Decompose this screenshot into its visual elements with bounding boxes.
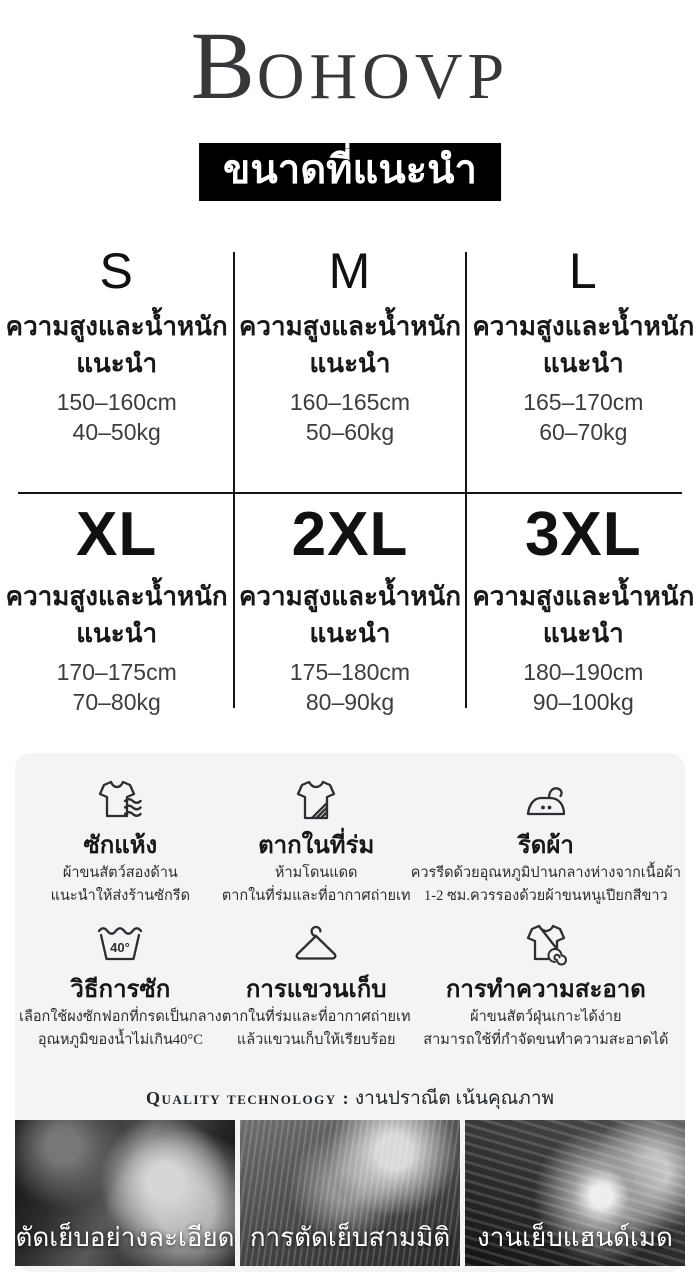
size-label-line1: ความสูงและน้ำหนัก bbox=[472, 582, 695, 611]
size-weight: 80–90kg bbox=[305, 689, 395, 715]
care-item-dry-clean bbox=[19, 777, 222, 907]
size-height: 175–180cm bbox=[289, 659, 411, 685]
tshirt-lint-icon bbox=[411, 921, 681, 971]
care-title: การแขวนเก็บ bbox=[245, 977, 387, 1003]
care-desc-line2: สามารถใช้ที่กำจัดขนทำความสะอาดได้ bbox=[423, 1031, 669, 1048]
size-code: 3XL bbox=[524, 500, 642, 569]
craft-photos-row bbox=[15, 1120, 685, 1266]
care-grid bbox=[15, 753, 685, 1051]
tshirt-wash-icon bbox=[19, 777, 222, 827]
tshirt-shade-icon bbox=[222, 777, 411, 827]
care-desc-line2: แล้วแขวนเก็บให้เรียบร้อย bbox=[236, 1031, 396, 1048]
wash-temp-label: 40° bbox=[110, 940, 131, 955]
size-label-line1: ความสูงและน้ำหนัก bbox=[5, 312, 228, 341]
care-desc-line1: ตากในที่ร่มและที่อากาศถ่ายเท bbox=[221, 1009, 411, 1025]
size-cell-l bbox=[467, 242, 700, 492]
size-label-line2: แนะนำ bbox=[76, 619, 158, 648]
grid-divider-horizontal bbox=[18, 492, 682, 494]
size-weight: 90–100kg bbox=[532, 689, 634, 715]
care-item-cleaning bbox=[411, 921, 681, 1051]
size-label-line2: แนะนำ bbox=[309, 349, 391, 378]
size-label-line1: ความสูงและน้ำหนัก bbox=[239, 582, 461, 611]
size-code: L bbox=[568, 243, 598, 299]
size-label-line1: ความสูงและน้ำหนัก bbox=[472, 312, 695, 341]
size-cell-2xl bbox=[233, 500, 466, 728]
size-label-line2: แนะนำ bbox=[542, 619, 624, 648]
size-grid-row-1 bbox=[0, 242, 700, 492]
size-weight: 50–60kg bbox=[305, 419, 395, 445]
photo-caption: งานเย็บแฮนด์เมด bbox=[477, 1223, 673, 1252]
size-cell-xl bbox=[0, 500, 233, 728]
size-code: S bbox=[99, 243, 134, 299]
care-title: การทำความสะอาด bbox=[445, 977, 646, 1003]
care-panel bbox=[15, 753, 685, 1272]
photo-caption: การตัดเย็บสามมิติ bbox=[249, 1223, 451, 1252]
size-cell-3xl bbox=[467, 500, 700, 728]
care-title: รีดผ้า bbox=[517, 833, 574, 859]
photo-handmade-sewing bbox=[465, 1120, 685, 1266]
photo-sewing-machine bbox=[15, 1120, 235, 1266]
size-code: 2XL bbox=[291, 500, 409, 569]
care-desc-line1: ผ้าขนสัตว์สองด้าน bbox=[62, 865, 178, 881]
care-title: ตากในที่ร่ม bbox=[258, 833, 375, 859]
size-height: 170–175cm bbox=[56, 659, 177, 685]
size-label-line2: แนะนำ bbox=[309, 619, 391, 648]
size-height: 150–160cm bbox=[56, 389, 177, 415]
size-label-line1: ความสูงและน้ำหนัก bbox=[5, 582, 228, 611]
size-label-line2: แนะนำ bbox=[76, 349, 158, 378]
grid-divider-vertical-2 bbox=[465, 252, 467, 708]
size-banner: ขนาดที่แนะนำ bbox=[199, 143, 501, 201]
size-cell-m bbox=[233, 242, 466, 492]
grid-divider-vertical-1 bbox=[233, 252, 235, 708]
wash-basin-40-icon bbox=[19, 921, 222, 971]
care-title: ซักแห้ง bbox=[83, 833, 158, 859]
photo-fabric-cutting bbox=[240, 1120, 460, 1266]
care-item-hang-storage bbox=[222, 921, 411, 1051]
size-weight: 60–70kg bbox=[539, 419, 628, 445]
care-desc-line2: อุณหภูมิของน้ำไม่เกิน40°C bbox=[37, 1031, 203, 1048]
iron-icon bbox=[411, 777, 681, 827]
brand-logo bbox=[0, 12, 700, 119]
size-label-line1: ความสูงและน้ำหนัก bbox=[239, 312, 461, 341]
quality-label-en: Quality technology : bbox=[145, 1088, 351, 1108]
size-label-line2: แนะนำ bbox=[542, 349, 624, 378]
size-height: 165–170cm bbox=[523, 389, 644, 415]
size-grid-row-2 bbox=[0, 500, 700, 728]
care-desc-line2: แนะนำให้ส่งร้านซักรีด bbox=[50, 887, 191, 904]
size-height: 180–190cm bbox=[523, 659, 644, 685]
photo-caption: ตัดเย็บอย่างละเอียด bbox=[15, 1223, 235, 1252]
care-desc-line2: 1-2 ซม.ควรรองด้วยผ้าขนหนูเปียกสีขาว bbox=[424, 887, 668, 904]
care-title: วิธีการซัก bbox=[70, 977, 171, 1003]
brand-logo-initial: B bbox=[190, 12, 257, 119]
hanger-icon bbox=[222, 921, 411, 971]
care-desc-line1: ควรรีดด้วยอุณหภูมิปานกลางห่างจากเนื้อผ้า bbox=[410, 865, 681, 881]
care-item-ironing bbox=[411, 777, 681, 907]
size-code: XL bbox=[76, 500, 158, 569]
care-item-washing-method bbox=[19, 921, 222, 1051]
size-weight: 40–50kg bbox=[72, 419, 161, 445]
care-desc-line1: เลือกใช้ผงซักฟอกที่กรดเป็นกลาง bbox=[19, 1009, 222, 1025]
quality-technology-line bbox=[15, 1083, 685, 1113]
care-desc-line1: ผ้าขนสัตว์ฝุ่นเกาะได้ง่าย bbox=[470, 1009, 622, 1025]
size-code: M bbox=[328, 243, 372, 299]
size-height: 160–165cm bbox=[289, 389, 411, 415]
quality-label-th: งานปราณีต เน้นคุณภาพ bbox=[350, 1088, 555, 1109]
size-weight: 70–80kg bbox=[72, 689, 161, 715]
care-item-dry-in-shade bbox=[222, 777, 411, 907]
brand-logo-rest: OHOVP bbox=[256, 40, 510, 113]
care-desc-line2: ตากในที่ร่มและที่อากาศถ่ายเท bbox=[221, 887, 411, 904]
care-desc-line1: ห้ามโดนแดด bbox=[274, 865, 358, 881]
size-cell-s bbox=[0, 242, 233, 492]
